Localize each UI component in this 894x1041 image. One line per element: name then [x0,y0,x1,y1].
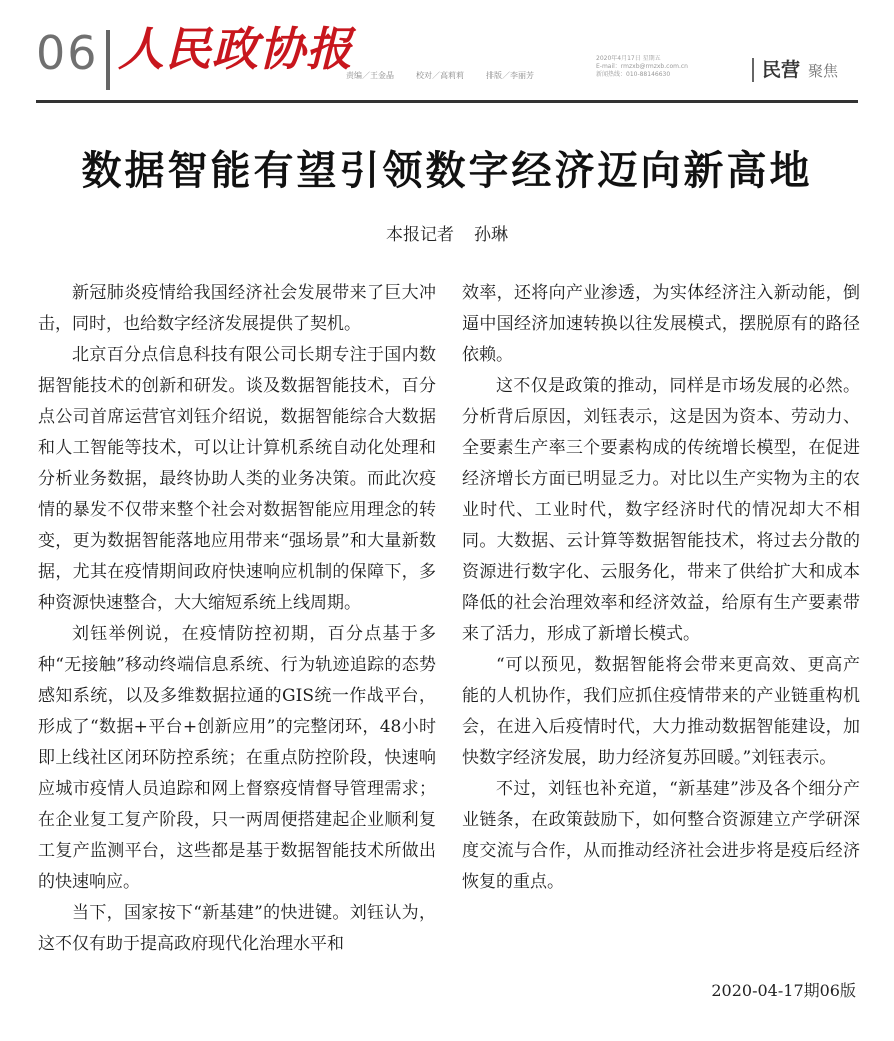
section-sub: 聚焦 [808,62,839,80]
section-main: 民营 [762,59,801,81]
masthead [0,0,894,110]
byline [0,220,894,245]
paragraph: 当下，国家按下“新基建”的快进键。刘钰认为，这不仅有助于提高政府现代化治理水平和 [38,903,436,954]
paragraph: 刘钰举例说，在疫情防控初期，百分点基于多种“无接触”移动终端信息系统、行为轨迹追踪的态势感知系统，以及多维数据拉通的GIS统一作战平台，形成了“数据+平台+创新应用”的完整闭环，48小时即上线社区闭环防控系统；在重点防控阶段，快速响应城市疫情人员追踪和网上督察疫情督导管理需求；在企业复工复产阶段，只一两周便搭建起企业顺利复工复产监测平台，这些都是基于数据智能技术所做出的快速响应。 [38,624,436,892]
page-number: 06 [36,26,99,80]
section-label [762,58,838,83]
byline-name: 孙琳 [474,225,508,245]
right-column [462,278,860,960]
publication-email: E-mail：rmzxb@rmzxb.com.cn [596,63,688,70]
paragraph: 新冠肺炎疫情给我国经济社会发展带来了巨大冲击，同时，也给数字经济发展提供了契机。 [38,283,436,334]
editor-credits [346,70,534,81]
masthead-divider [106,30,110,90]
issue-dateline: 2020-04-17期06版 [711,981,856,1000]
newspaper-name: 人民政协报 [118,22,353,76]
publication-info [596,55,736,79]
section-divider [752,58,754,82]
proofreader-credit: 校对／高莉莉 [416,71,464,80]
left-column [38,278,436,960]
publication-date: 2020年4月17日 星期五 [596,55,661,62]
paragraph: 不过，刘钰也补充道，“新基建”涉及各个细分产业链条，在政策鼓励下，如何整合资源建立产学研深度交流与合作，从而推动经济社会进步将是疫后经济恢复的重点。 [462,779,860,892]
paragraph: 这不仅是政策的推动，同样是市场发展的必然。分析背后原因，刘钰表示，这是因为资本、劳动力、全要素生产率三个要素构成的传统增长模型，在促进经济增长方面已明显乏力。对比以生产实物为主的农业时代、工业时代，数字经济时代的情况却大不相同。大数据、云计算等数据智能技术，将过去分散的资源进行数字化、云服务化，带来了供给扩大和成本降低的社会治理效率和经济效益，给原有生产要素带来了活力，形成了新增长模式。 [462,376,860,644]
article-title: 数据智能有望引领数字经济迈向新高地 [81,148,813,194]
paragraph: 北京百分点信息科技有限公司长期专注于国内数据智能技术的创新和研发。谈及数据智能技术，百分点公司首席运营官刘钰介绍说，数据智能综合大数据和人工智能等技术，可以让计算机系统自动化处理和分析业务数据，最终协助人类的业务决策。而此次疫情的暴发不仅带来整个社会对数据智能应用理念的转变，更为数据智能落地应用带来“强场景”和大量新数据，尤其在疫情期间政府快速响应机制的保障下，多种资源快速整合，大大缩短系统上线周期。 [38,345,436,613]
paragraph-continuation: 效率，还将向产业渗透，为实体经济注入新动能，倒逼中国经济加速转换以往发展模式，摆脱原有的路径依赖。 [462,283,860,365]
byline-role: 本报记者 [386,225,454,245]
layout-credit: 排版／李丽芳 [486,71,534,80]
paragraph: “可以预见，数据智能将会带来更高效、更高产能的人机协作，我们应抓住疫情带来的产业链重构机会，在进入后疫情时代，大力推动数据智能建设，加快数字经济发展，助力经济复苏回暖。”刘钰表示。 [462,655,860,768]
masthead-rule [36,100,858,103]
article-body [38,278,860,960]
editor-credit: 责编／王金晶 [346,71,394,80]
publication-hotline: 新闻热线：010-88146630 [596,71,671,78]
